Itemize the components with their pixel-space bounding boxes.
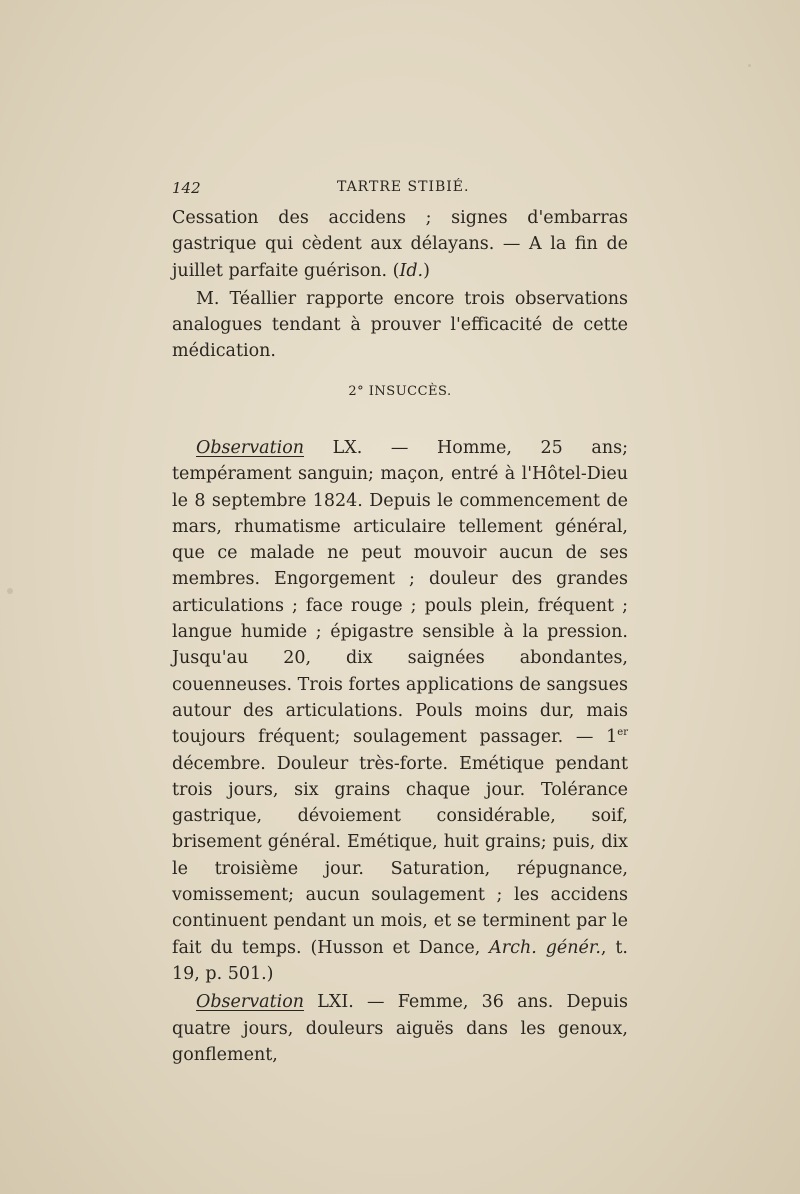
observation-60-number: LX. [332, 438, 363, 458]
observation-60-superscript: er [617, 727, 628, 739]
teallier-paragraph: M. Téallier rapporte encore trois observations analogues tendant à prouver l'efficacité de cette médication. [172, 288, 628, 362]
observation-61-number: LXI. [317, 992, 354, 1013]
observation-60-paragraph [172, 435, 628, 987]
paper-blemish [7, 588, 13, 594]
observation-60-reference: , t. 19, p. 501.) [172, 937, 628, 984]
paper-blemish [748, 64, 751, 67]
observation-60-text-a: — Homme, 25 ans; tempérament sanguin; maçon, entré à l'Hôtel-Dieu le 8 septembre 1824. Depuis le commencement de mars, rhumatisme articulaire tellement général, que ce malade ne peut mouvoir aucun de ses membres. Engorgement ; douleur des grandes articulations ; face rouge ; pouls plein, fréquent ; langue humide ; épigastre sensible à la pression. Jusqu'au 20, dix saignées abondantes, couenneuses. Trois fortes applications de sangsues autour des articulations. Pouls moins dur, mais toujours fréquent; soulagement passager. — 1 [172, 438, 628, 748]
observation-61-paragraph [172, 989, 628, 1068]
observation-60-label: Observation [196, 438, 305, 458]
observation-61-label: Observation [196, 992, 305, 1013]
observation-60-journal: Arch. génér. [489, 937, 601, 958]
citation-close: ) [423, 260, 430, 281]
observation-60-text-b: décembre. Douleur très-forte. Emétique pendant trois jours, six grains chaque jour. Tolérance gastrique, dévoiement considérable, soif, brisement général. Emétique, huit grains; puis, dix le troisième jour. Saturation, répugnance, vomissement; aucun soulagement ; les accidens continuent pendant un mois, et se terminent par le fait du temps. (Husson et Dance, [172, 753, 628, 958]
observations-block [172, 435, 628, 1068]
citation-id: Id. [399, 260, 424, 281]
continuation-paragraph [172, 205, 628, 284]
running-title: TARTRE STIBIÉ. [337, 179, 470, 195]
continuation-text: Cessation des accidens ; signes d'embarras gastrique qui cèdent aux délayans. — A la fin de juillet parfaite guérison. ( [172, 208, 628, 281]
observation-61-text: — Femme, 36 ans. Depuis quatre jours, douleurs aiguës dans les genoux, gonflement, [172, 992, 628, 1065]
page-number: 142 [172, 179, 201, 197]
section-heading: 2° INSUCCÈS. [348, 384, 452, 399]
page-header [172, 179, 632, 201]
top-text-block [172, 205, 628, 365]
